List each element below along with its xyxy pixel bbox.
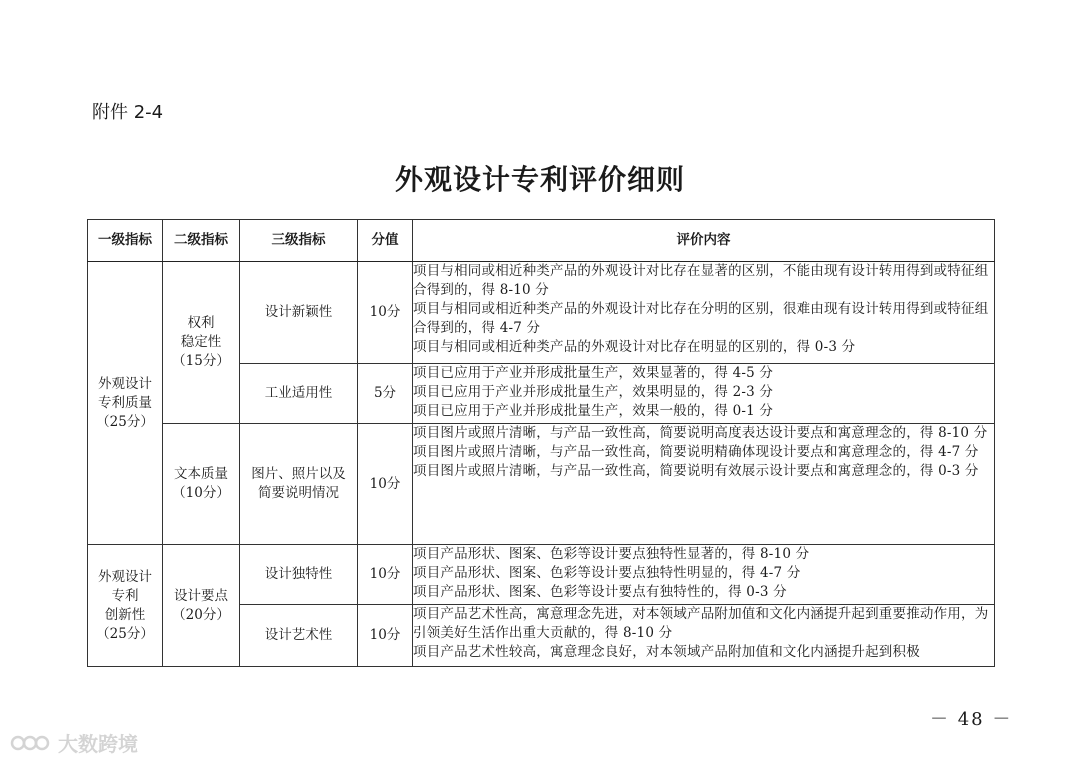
- table-header-row: [88, 220, 995, 262]
- content-cell: [413, 605, 995, 667]
- level3-text: 设计艺术性: [264, 627, 333, 643]
- level1-text: 专利质量: [98, 394, 152, 411]
- content-line: 项目已应用于产业并形成批量生产，效果一般的，得 0-1 分: [413, 403, 774, 419]
- score-cell: 10分: [358, 545, 413, 605]
- content-cell: [413, 545, 995, 605]
- attachment-label: 附件 2-4: [92, 102, 164, 123]
- level3-cell: [240, 364, 358, 424]
- score-cell: 10分: [358, 605, 413, 667]
- level3-text: 设计独特性: [264, 566, 333, 582]
- level2-text: 权利: [187, 315, 215, 331]
- level2-cell: [163, 545, 240, 667]
- level3-cell: [240, 424, 358, 545]
- document-title: 外观设计专利评价细则: [394, 163, 685, 196]
- header-level1: 一级指标: [88, 220, 163, 262]
- level3-text: 简要说明情况: [258, 485, 339, 501]
- content-line: 项目产品形状、图案、色彩等设计要点有独特性的，得 0-3 分: [413, 584, 787, 600]
- level3-cell: [240, 545, 358, 605]
- level2-text: （15分）: [172, 353, 230, 369]
- content-line: 项目与相同或相近种类产品的外观设计对比存在显著的区别，不能由现有设计转用得到或特征组合得到的，得 8-10 分: [413, 263, 989, 298]
- table-row: [88, 545, 995, 605]
- content-line: 项目图片或照片清晰，与产品一致性高，简要说明高度表达设计要点和寓意理念的，得 8-10 分: [413, 425, 988, 441]
- score-cell: 5分: [358, 364, 413, 424]
- level3-text: 图片、照片以及: [251, 466, 346, 482]
- header-level2: 二级指标: [163, 220, 240, 262]
- level2-text: （10分）: [172, 485, 230, 501]
- level1-text: （25分）: [96, 625, 154, 642]
- level2-cell: [163, 424, 240, 545]
- content-line: 项目与相同或相近种类产品的外观设计对比存在分明的区别，很难由现有设计转用得到或特征组合得到的，得 4-7 分: [413, 301, 989, 336]
- content-line: 项目已应用于产业并形成批量生产，效果明显的，得 2-3 分: [413, 384, 774, 400]
- content-line: 项目产品形状、图案、色彩等设计要点独特性明显的，得 4-7 分: [413, 565, 801, 581]
- content-line: 项目与相同或相近种类产品的外观设计对比存在明显的区别的，得 0-3 分: [413, 339, 856, 355]
- score-cell: 10分: [358, 262, 413, 364]
- level1-text: 创新性: [104, 606, 146, 623]
- header-score: 分值: [358, 220, 413, 262]
- content-line: 项目图片或照片清晰，与产品一致性高，简要说明有效展示设计要点和寓意理念的，得 0-3 分: [413, 463, 979, 479]
- content-cell: [413, 262, 995, 364]
- level2-cell: [163, 262, 240, 424]
- level2-text: 稳定性: [180, 334, 222, 350]
- level1-cell: [88, 545, 163, 667]
- level3-text: 设计新颖性: [264, 304, 333, 320]
- watermark: [10, 728, 138, 757]
- level3-text: 工业适用性: [264, 385, 333, 401]
- content-cell: [413, 364, 995, 424]
- level1-cell: [88, 262, 163, 545]
- level1-text: （25分）: [96, 413, 154, 430]
- watermark-text: 大数跨境: [58, 732, 138, 756]
- level3-cell: [240, 605, 358, 667]
- level1-text: 外观设计: [98, 375, 152, 392]
- level3-cell: [240, 262, 358, 364]
- evaluation-table: [87, 219, 995, 667]
- table-row: [88, 424, 995, 545]
- content-line: 项目产品艺术性较高，寓意理念良好，对本领域产品附加值和文化内涵提升起到积极: [413, 644, 920, 660]
- level2-text: （20分）: [172, 606, 230, 623]
- level2-text: 设计要点: [174, 587, 228, 604]
- score-cell: 10分: [358, 424, 413, 545]
- table-row: [88, 262, 995, 364]
- level1-text: 专利: [111, 587, 139, 604]
- content-line: 项目已应用于产业并形成批量生产，效果显著的，得 4-5 分: [413, 365, 774, 381]
- level1-text: 外观设计: [98, 568, 152, 585]
- watermark-logo-icon: [10, 732, 54, 754]
- content-line: 项目产品形状、图案、色彩等设计要点独特性显著的，得 8-10 分: [413, 546, 810, 562]
- page-number: － 48 －: [930, 709, 1013, 730]
- header-content: 评价内容: [413, 220, 995, 262]
- content-line: 项目产品艺术性高，寓意理念先进，对本领域产品附加值和文化内涵提升起到重要推动作用，为引领美好生活作出重大贡献的，得 8-10 分: [413, 606, 989, 641]
- content-line: 项目图片或照片清晰，与产品一致性高，简要说明精确体现设计要点和寓意理念的，得 4-7 分: [413, 444, 979, 460]
- content-cell: [413, 424, 995, 545]
- header-level3: 三级指标: [240, 220, 358, 262]
- level2-text: 文本质量: [174, 466, 228, 482]
